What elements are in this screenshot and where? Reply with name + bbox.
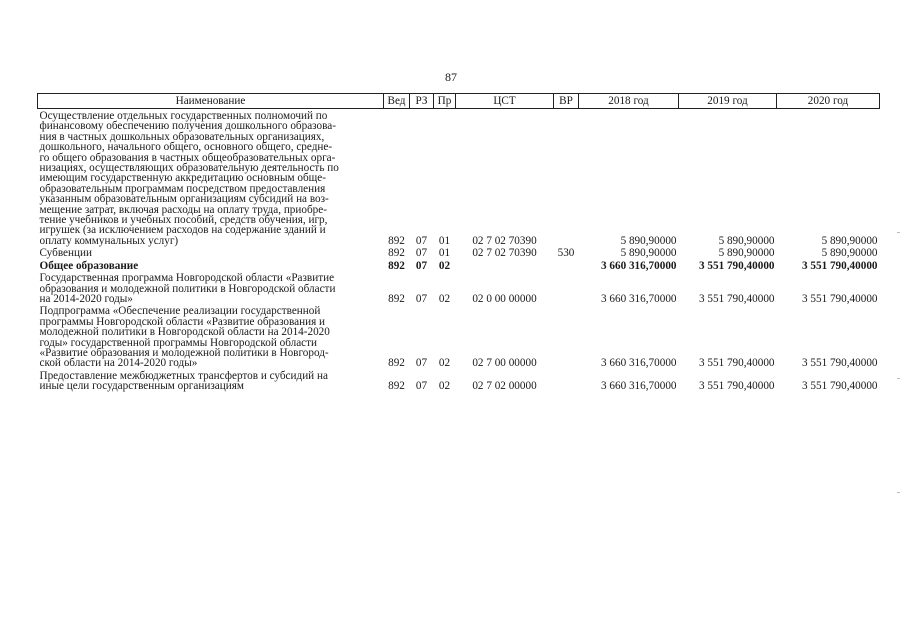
table-row [38,272,880,305]
row-pr: 02 [438,292,451,305]
row-ved: 892 [388,357,405,370]
row-pr: 01 [438,247,451,260]
row-name [38,247,384,259]
row-2019: 3 551 790,40000 [698,380,775,393]
row-vr [554,109,579,248]
row-name [38,305,384,369]
row-2018: 3 660 316,70000 [600,259,677,272]
row-2020: 5 890,90000 [821,247,878,260]
row-2019: 3 551 790,40000 [698,357,775,370]
row-name-line: программы Новгородской области «Развитие образования и [39,315,326,328]
row-cst: 02 7 02 70390 [472,247,537,260]
row-2018: 5 890,90000 [620,234,677,247]
row-2018: 3 660 316,70000 [600,380,677,393]
header-name: Наименование [38,94,384,109]
row-2019: 3 551 790,40000 [698,259,775,272]
row-name-line: Общее образование [39,259,139,272]
row-name-line: образовательным программам посредством предоставления [39,182,326,195]
row-name-line: Осуществление отдельных государственных полномочий по [39,110,328,122]
row-ved: 892 [388,380,405,393]
header-cst: ЦСТ [456,94,554,109]
row-name-line: мещение затрат, включая расходы на оплату труда, приобре- [39,203,327,216]
row-rz: 07 [415,247,428,260]
row-rz: 07 [415,380,428,393]
row-2018: 3 660 316,70000 [600,292,677,305]
row-name-line: го общего образования в частных общеобразовательных орга- [39,151,336,164]
header-ved: Вед [384,94,410,109]
row-pr: 02 [438,357,451,370]
table-row [38,109,880,248]
row-vr [554,305,579,369]
row-rz: 07 [415,259,428,272]
table-row [38,247,880,259]
row-cst: 02 7 02 00000 [472,380,537,393]
row-2020: 3 551 790,40000 [801,259,878,272]
row-name-line: на 2014-2020 годы» [39,292,133,305]
row-rz: 07 [415,357,428,370]
row-vr [554,370,579,393]
row-name-line: ской области на 2014-2020 годы» [39,357,198,370]
row-ved: 892 [388,234,405,247]
table-header-row [38,94,880,109]
row-name-line: дошкольного, начального общего, основного общего, средне- [39,141,333,154]
row-name-line: годы» государственной программы Новгородской области [39,336,318,349]
table-row-section [38,260,880,272]
row-cst: 02 7 00 00000 [472,357,537,370]
row-name-line: низациях, осуществляющих образовательную деятельность по [39,162,339,175]
row-name-line: финансовому обеспечению получения дошкольного образова- [39,120,336,133]
row-name-line: молодежной политики в Новгородской области на 2014-2020 [39,326,330,339]
scan-margin-mark [897,492,900,493]
header-vr: ВР [554,94,579,109]
row-cst [456,260,554,272]
header-2019: 2019 год [679,94,777,109]
row-rz: 07 [415,292,428,305]
row-name-line: ния в частных дошкольных образовательных организациях, [39,130,325,143]
scan-margin-mark [897,378,900,379]
row-2019: 3 551 790,40000 [698,292,775,305]
row-vr [554,272,579,305]
table-row [38,370,880,393]
row-name-line: Подпрограмма «Обеспечение реализации государственной [39,305,321,318]
header-pr: Пр [434,94,456,109]
row-2020: 3 551 790,40000 [801,380,878,393]
row-name-line: тение учебников и учебных пособий, средств обучения, игр, [39,214,328,227]
row-name-line: игрушек (за исключением расходов на содержание зданий и [39,224,326,237]
row-name-line: указанным образовательным организациям субсидий на воз- [39,193,329,206]
row-name [38,370,384,393]
budget-table [37,93,880,393]
row-name-line: Государственная программа Новгородской области «Развитие [39,272,335,285]
row-2019: 5 890,90000 [718,234,775,247]
row-ved: 892 [388,292,405,305]
row-pr: 02 [438,380,451,393]
header-2020: 2020 год [777,94,880,109]
row-name [38,260,384,272]
row-2018: 5 890,90000 [620,247,677,260]
row-ved: 892 [388,247,405,260]
row-2019: 5 890,90000 [718,247,775,260]
row-name-line: имеющим государственную аккредитацию основным обще- [39,172,326,185]
row-ved: 892 [388,259,405,272]
table-row [38,305,880,369]
row-cst: 02 0 00 00000 [472,292,537,305]
row-2018: 3 660 316,70000 [600,357,677,370]
row-name [38,272,384,305]
row-vr [554,260,579,272]
row-name-line: Предоставление межбюджетных трансфертов и субсидий на [39,369,328,382]
row-name-line: иные цели государственным организациям [39,380,244,393]
header-rz: РЗ [410,94,434,109]
row-2020: 5 890,90000 [821,234,878,247]
row-pr: 02 [438,259,451,272]
row-name [38,109,384,248]
row-cst: 02 7 02 70390 [472,234,537,247]
scan-margin-mark [897,232,900,233]
row-name-line: образования и молодежной политики в Новгородской области [39,282,336,295]
header-2018: 2018 год [579,94,679,109]
row-pr: 01 [438,234,451,247]
page-number: 87 [445,70,457,84]
row-name-line: оплату коммунальных услуг) [39,234,179,247]
row-2020: 3 551 790,40000 [801,292,878,305]
row-name-line: Субвенции [39,247,92,260]
row-vr: 530 [557,247,575,260]
row-2020: 3 551 790,40000 [801,357,878,370]
row-name-line: «Развитие образования и молодежной политики в Новгород- [39,346,329,359]
row-rz: 07 [415,234,428,247]
